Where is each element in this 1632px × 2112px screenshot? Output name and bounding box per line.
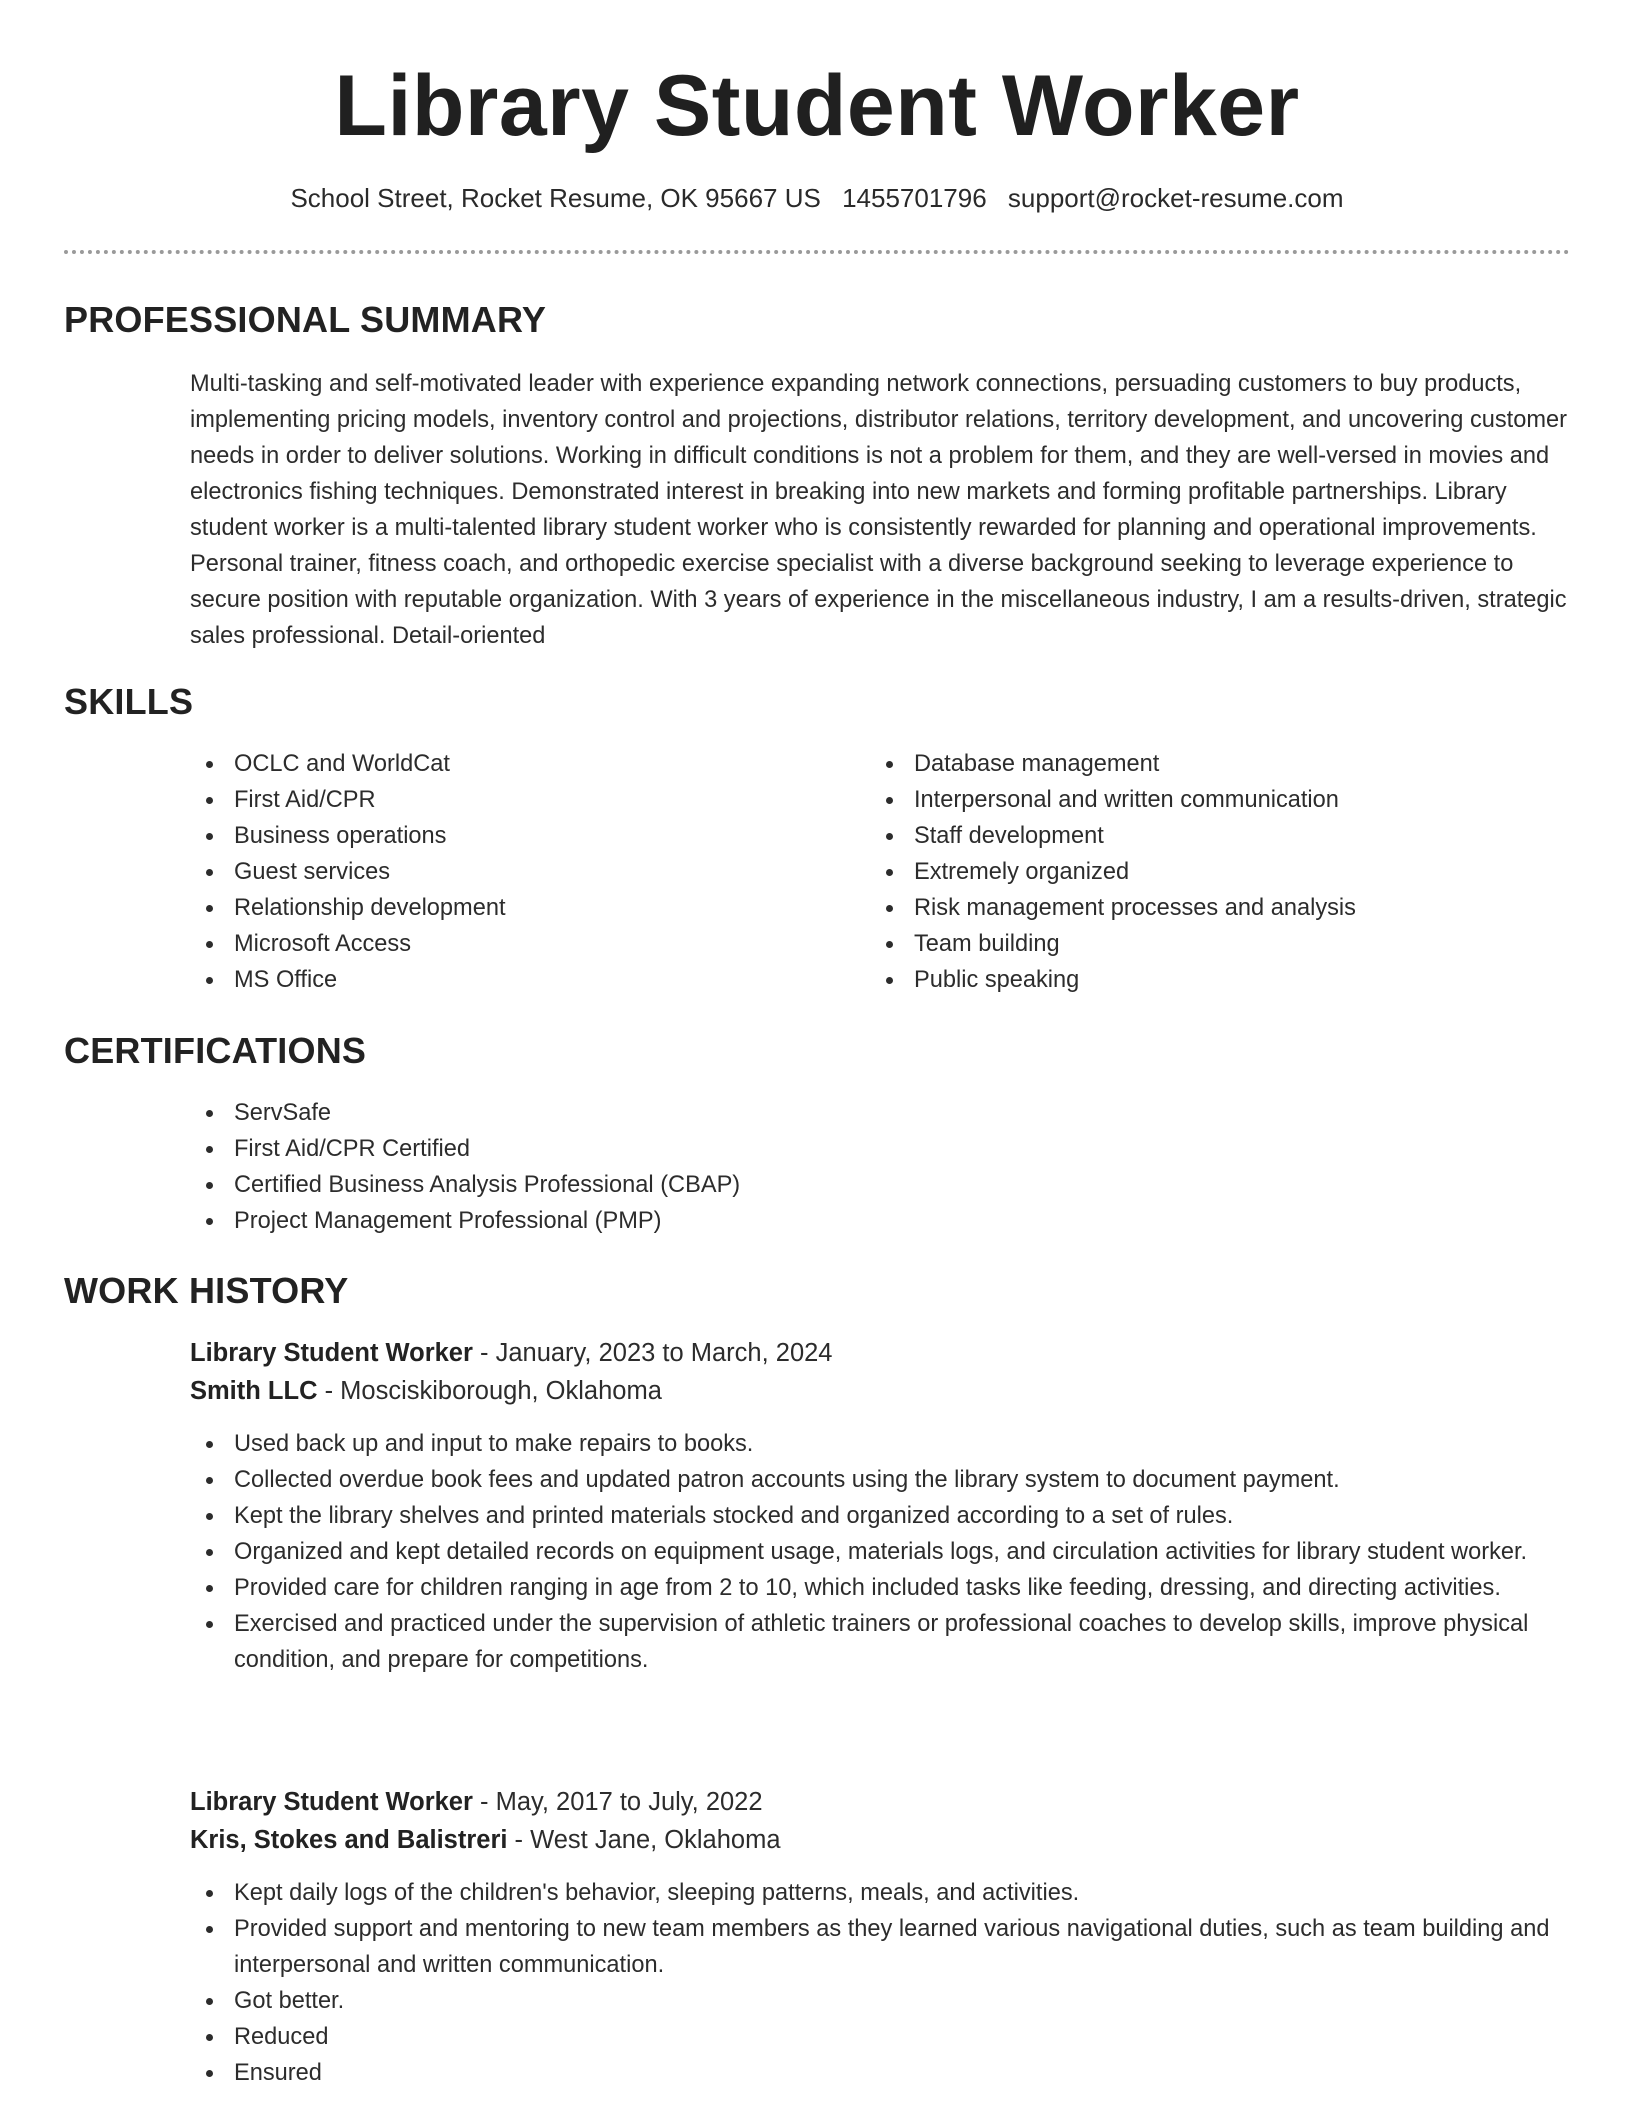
skill-item: Staff development [870, 818, 1356, 854]
certifications-heading: CERTIFICATIONS [64, 1030, 367, 1071]
certification-item: Project Management Professional (PMP) [190, 1203, 740, 1239]
job-duty: Organized and kept detailed records on equipment usage, materials logs, and circulation activities for library student worker. [190, 1534, 1570, 1570]
job-duty: Exercised and practiced under the supervision of athletic trainers or professional coaches to develop skills, improve physical condition, and prepare for competitions. [190, 1606, 1570, 1678]
job-duties-list [190, 1426, 1570, 1678]
skill-item: First Aid/CPR [190, 782, 506, 818]
skills-list-right [870, 746, 1356, 998]
job-company-line [190, 1821, 1570, 1859]
job-duty: Ensured [190, 2055, 1570, 2091]
job-duty: Used back up and input to make repairs to books. [190, 1426, 1570, 1462]
job-duty: Got better. [190, 1983, 1570, 2019]
skills-heading: SKILLS [64, 681, 194, 722]
job-duties-list [190, 1875, 1570, 2091]
skill-item: Risk management processes and analysis [870, 890, 1356, 926]
work-history-heading: WORK HISTORY [64, 1270, 349, 1311]
job-duty: Kept daily logs of the children's behavior, sleeping patterns, meals, and activities. [190, 1875, 1570, 1911]
candidate-name: Library Student Worker [334, 58, 1300, 154]
job-company: Smith LLC [190, 1377, 318, 1405]
skill-item: Database management [870, 746, 1356, 782]
skill-item: Business operations [190, 818, 506, 854]
job-dates: - January, 2023 to March, 2024 [472, 1339, 833, 1367]
skill-item: Microsoft Access [190, 926, 506, 962]
header-divider [64, 250, 1570, 254]
job-duty: Provided support and mentoring to new team members as they learned various navigational duties, such as team building and interpersonal and written communication. [190, 1911, 1570, 1983]
job-role: Library Student Worker [190, 1788, 473, 1816]
certification-item: ServSafe [190, 1095, 740, 1131]
certifications-list [190, 1095, 740, 1239]
job-entry [190, 1783, 1570, 2091]
job-location: - West Jane, Oklahoma [507, 1826, 781, 1854]
job-company: Kris, Stokes and Balistreri [190, 1826, 508, 1854]
contact-address: School Street, Rocket Resume, OK 95667 US [290, 183, 821, 213]
skill-item: OCLC and WorldCat [190, 746, 506, 782]
job-location: - Mosciskiborough, Oklahoma [317, 1377, 662, 1405]
job-role: Library Student Worker [190, 1339, 473, 1367]
summary-heading: PROFESSIONAL SUMMARY [64, 299, 547, 340]
contact-email: support@rocket-resume.com [1007, 183, 1344, 213]
skill-item: MS Office [190, 962, 506, 998]
contact-line [64, 182, 1570, 214]
skills-list-left [190, 746, 506, 998]
job-company-line [190, 1372, 1570, 1410]
certification-item: Certified Business Analysis Professional (CBAP) [190, 1167, 740, 1203]
contact-phone: 1455701796 [842, 183, 987, 213]
job-dates: - May, 2017 to July, 2022 [472, 1788, 763, 1816]
skill-item: Guest services [190, 854, 506, 890]
skill-item: Extremely organized [870, 854, 1356, 890]
job-duty: Reduced [190, 2019, 1570, 2055]
skill-item: Public speaking [870, 962, 1356, 998]
job-entry [190, 1334, 1570, 1678]
job-duty: Provided care for children ranging in age from 2 to 10, which included tasks like feeding, dressing, and directing activities. [190, 1570, 1570, 1606]
skill-item: Team building [870, 926, 1356, 962]
summary-text: Multi-tasking and self-motivated leader with experience expanding network connections, persuading customers to buy products, implementing pricing models, inventory control and projections, distributor relations, territory development, and uncovering customer needs in order to deliver solutions. Working in difficult conditions is not a problem for them, and they are well-versed in movies and electronics fishing techniques. Demonstrated interest in breaking into new markets and forming profitable partnerships. Library student worker is a multi-talented library student worker who is consistently rewarded for planning and operational improvements. Personal trainer, fitness coach, and orthopedic exercise specialist with a diverse background seeking to leverage experience to secure position with reputable organization. With 3 years of experience in the miscellaneous industry, I am a results-driven, strategic sales professional. Detail-oriented [190, 371, 1567, 649]
job-title-line [190, 1783, 1570, 1821]
certification-item: First Aid/CPR Certified [190, 1131, 740, 1167]
job-duty: Kept the library shelves and printed materials stocked and organized according to a set of rules. [190, 1498, 1570, 1534]
job-duty: Collected overdue book fees and updated patron accounts using the library system to document payment. [190, 1462, 1570, 1498]
job-title-line [190, 1334, 1570, 1372]
skill-item: Relationship development [190, 890, 506, 926]
skill-item: Interpersonal and written communication [870, 782, 1356, 818]
